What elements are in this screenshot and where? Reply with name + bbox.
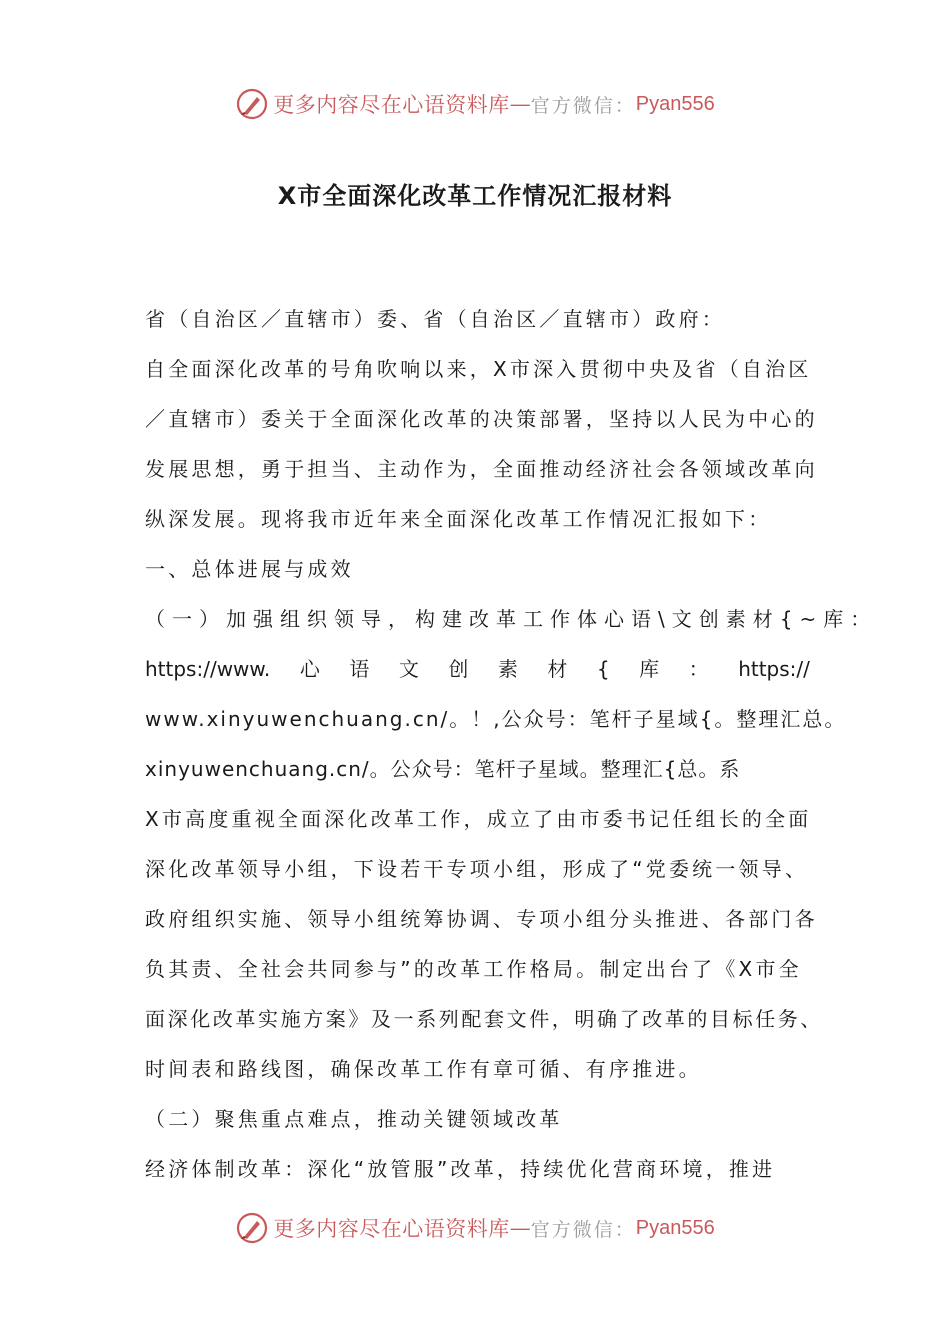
word-fragment: 材 xyxy=(547,657,568,681)
body-line-justified xyxy=(145,648,810,698)
url-fragment: https://www. xyxy=(145,657,271,681)
banner-slogan: 更多内容尽在心语资料库 xyxy=(273,93,510,117)
body-line: X市高度重视全面深化改革工作，成立了由市委书记任组长的全面 xyxy=(145,807,812,831)
banner-slogan: 更多内容尽在心语资料库 xyxy=(273,1217,510,1241)
body-line: 时间表和路线图，确保改革工作有章可循、有序推进。 xyxy=(145,1057,702,1081)
word-fragment: { xyxy=(596,657,610,681)
word-fragment: ： xyxy=(688,657,709,681)
body-line: 深化改革领导小组，下设若干专项小组，形成了“党委统一领导、 xyxy=(145,857,809,881)
banner-label: 官方微信： xyxy=(530,94,636,117)
document-title: X市全面深化改革工作情况汇报材料 xyxy=(277,182,673,210)
banner-wechat-id: Pyan556 xyxy=(635,1216,715,1239)
word-fragment: 库 xyxy=(639,657,660,681)
body-line: 发展思想，勇于担当、主动作为，全面推动经济社会各领域改革向 xyxy=(145,457,818,481)
word-fragment: 文 xyxy=(398,657,419,681)
banner-wechat-id: Pyan556 xyxy=(635,92,715,115)
subsection-heading: （二）聚焦重点难点，推动关键领域改革 xyxy=(145,1107,563,1131)
banner-label: 官方微信： xyxy=(530,1218,636,1241)
subsection-heading: （一）加强组织领导，构建改革工作体心语\文创素材{~库： xyxy=(145,607,878,631)
pen-logo-icon xyxy=(235,87,269,121)
document-body xyxy=(145,298,878,1198)
body-line: 省（自治区／直辖市）委、省（自治区／直辖市）政府： xyxy=(145,307,725,331)
body-line: 纵深发展。现将我市近年来全面深化改革工作情况汇报如下： xyxy=(145,507,772,531)
word-fragment: 心 xyxy=(299,657,320,681)
banner-dash: — xyxy=(509,1216,531,1240)
word-fragment: 语 xyxy=(349,657,370,681)
header-banner xyxy=(0,84,950,124)
body-line: 负其责、全社会共同参与”的改革工作格局。制定出台了《X市全 xyxy=(145,957,802,981)
body-line: 经济体制改革：深化“放管服”改革，持续优化营商环境，推进 xyxy=(145,1157,776,1181)
word-fragment: 素 xyxy=(497,657,518,681)
footer-banner xyxy=(0,1208,950,1248)
pen-logo-icon xyxy=(235,1211,269,1245)
body-line: www.xinyuwenchuang.cn/。！,公众号：笔杆子星域{。整理汇总。 xyxy=(145,707,847,731)
url-fragment: https:// xyxy=(738,657,810,681)
body-line: 面深化改革实施方案》及一系列配套文件，明确了改革的目标任务、 xyxy=(145,1007,823,1031)
body-line: 自全面深化改革的号角吹响以来，X市深入贯彻中央及省（自治区 xyxy=(145,357,812,381)
section-heading: 一、总体进展与成效 xyxy=(145,557,354,581)
banner-dash: — xyxy=(509,92,531,116)
word-fragment: 创 xyxy=(448,657,469,681)
body-line: 政府组织实施、领导小组统筹协调、专项小组分头推进、各部门各 xyxy=(145,907,818,931)
body-line: ／直辖市）委关于全面深化改革的决策部署，坚持以人民为中心的 xyxy=(145,407,818,431)
body-line: xinyuwenchuang.cn/。公众号：笔杆子星域。整理汇{总。系 xyxy=(145,757,741,781)
